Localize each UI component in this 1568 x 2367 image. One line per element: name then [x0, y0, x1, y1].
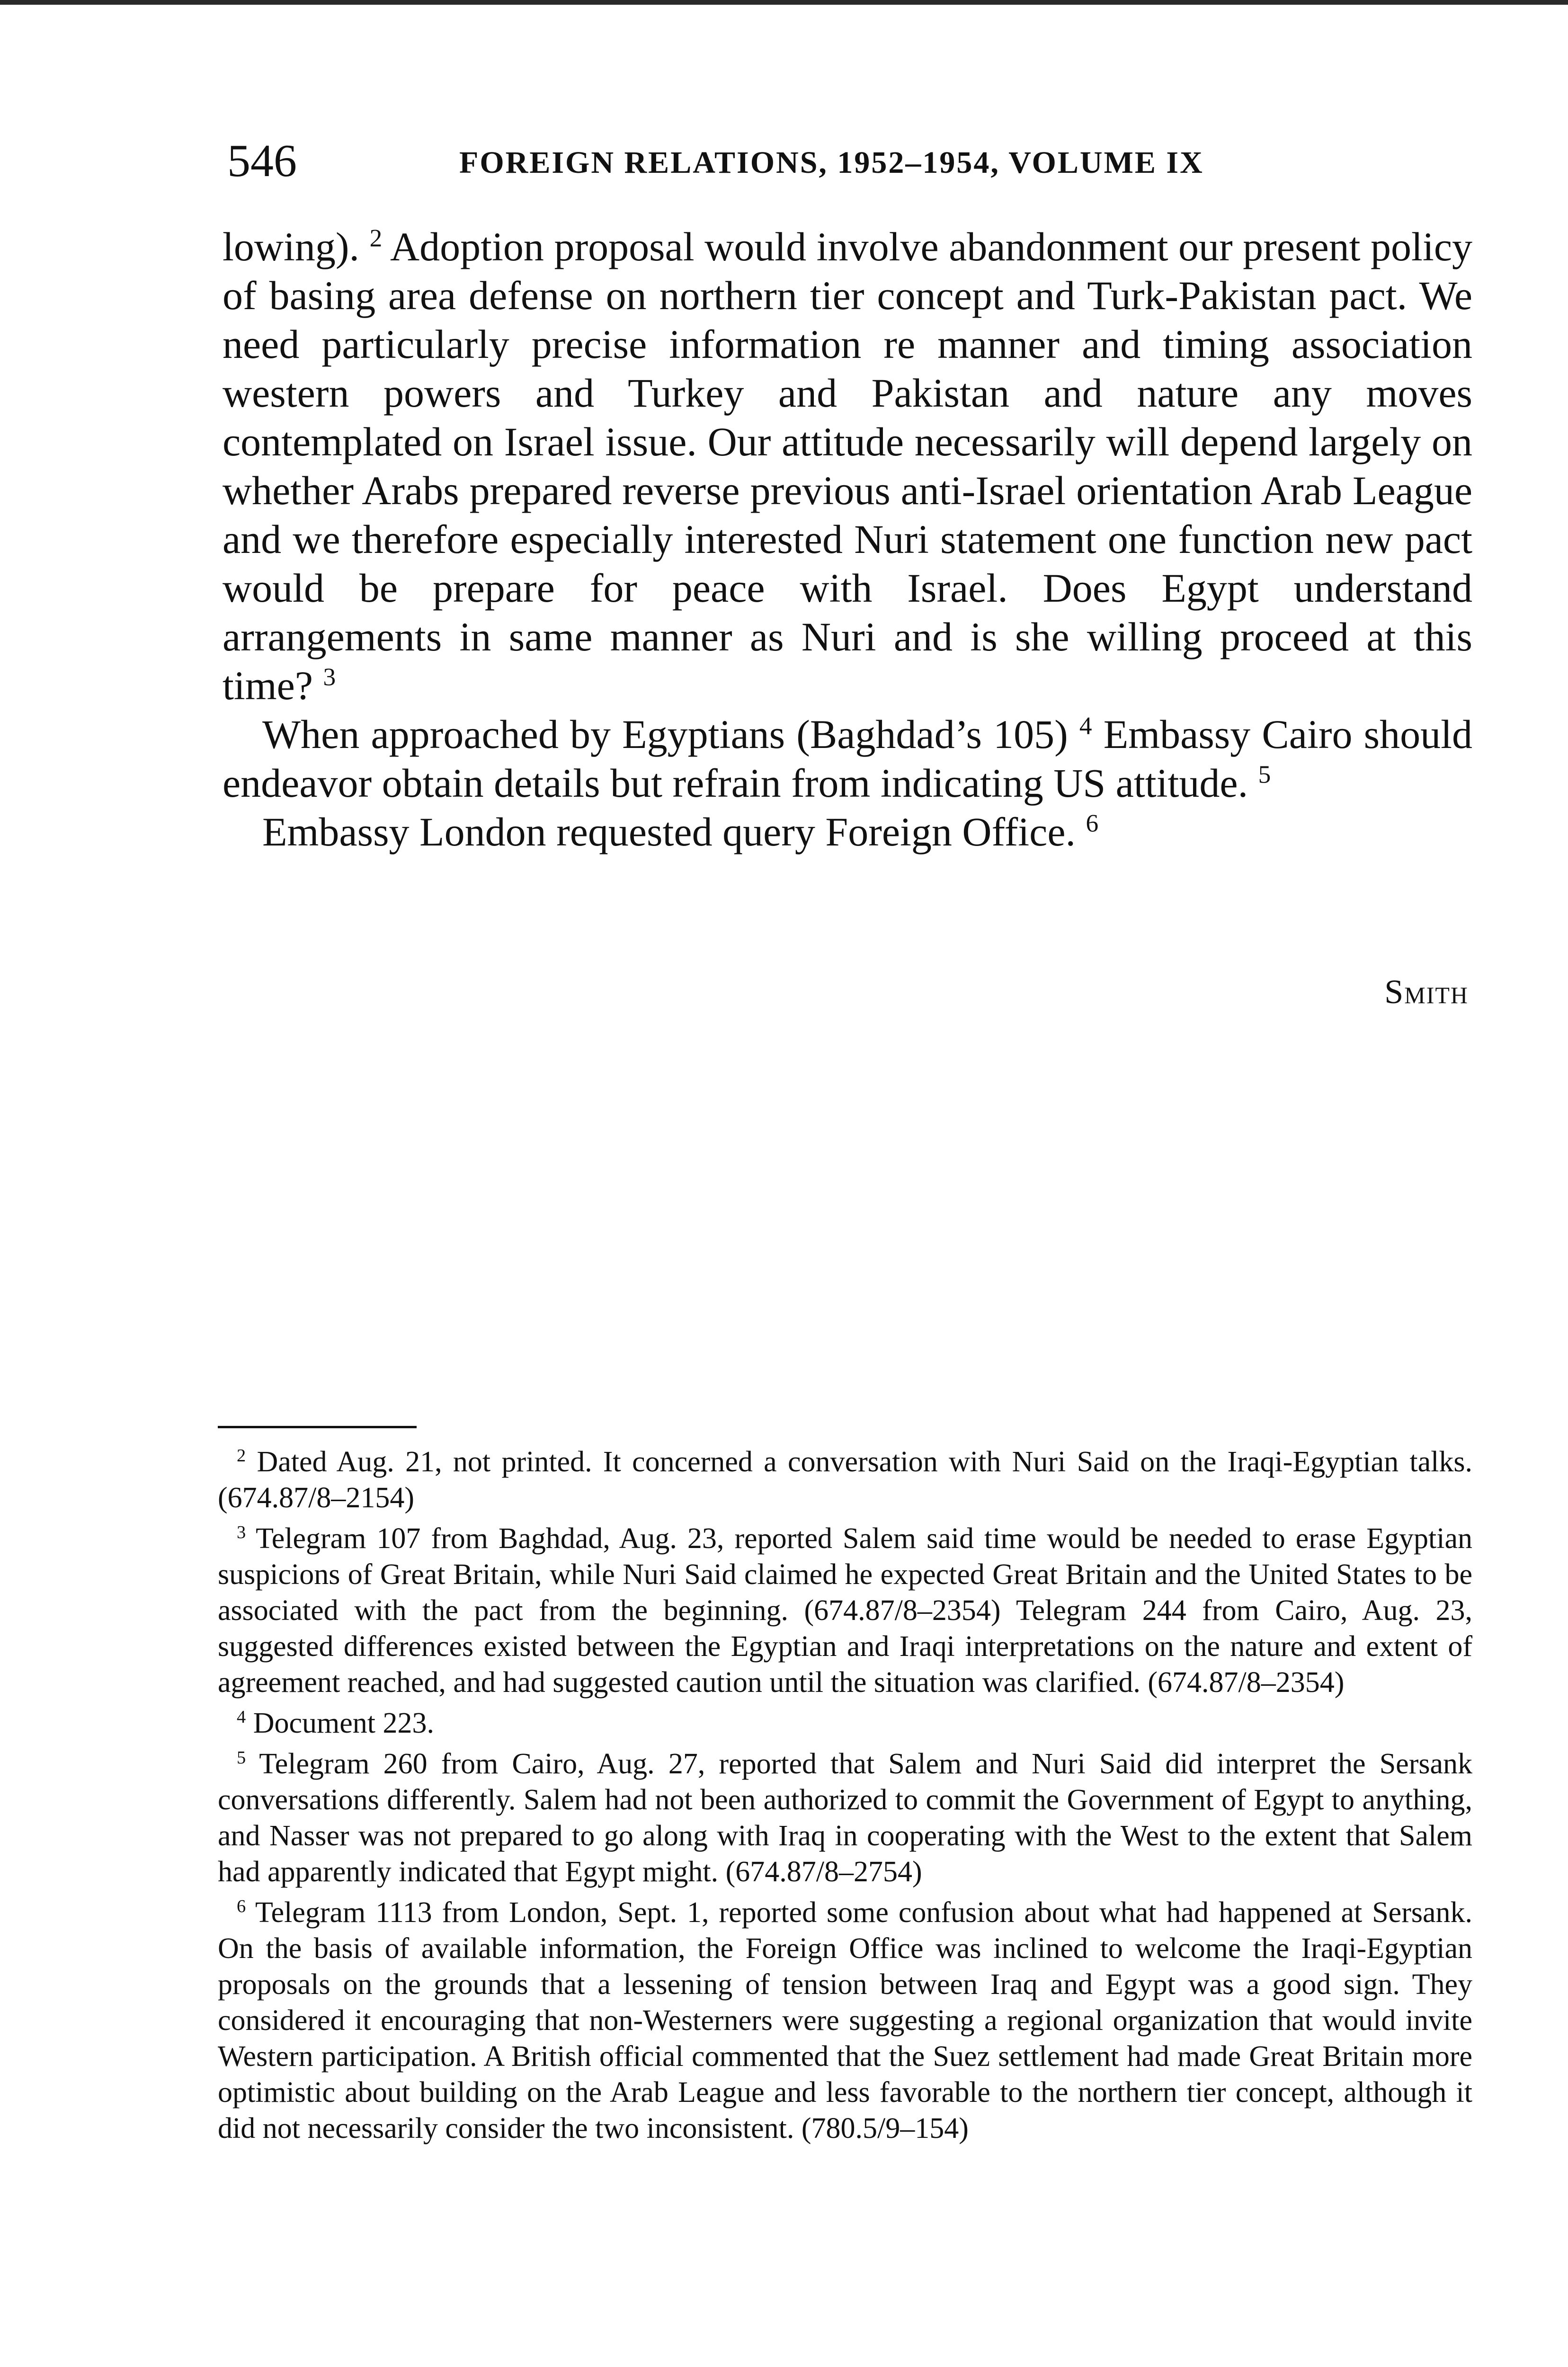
- body-paragraph-1: [223, 222, 1472, 710]
- footnote: [218, 1444, 1472, 1516]
- footnote-text: Telegram 1113 from London, Sept. 1, reported some confusion about what had happened at Sersank. On the basis of available information, the Foreign Office was inclined to welcome the Iraqi-Egyptian proposals on the grounds that a lessening of tension between Iraq and Egypt was a good sign. They considered it encouraging that non-Westerners were suggesting a regional organization that would invite Western participation. A British official commented that the Suez settlement had made Great Britain more optimistic about building on the Arab League and less favorable to the northern tier concept, although it did not necessarily consider the two inconsistent. (780.5/9–154): [218, 1896, 1472, 2145]
- paragraph-text: When approached by Egyptians (Baghdad’s 105): [262, 712, 1068, 757]
- footnote-number: 2: [237, 1445, 246, 1466]
- page-header: [227, 133, 1477, 189]
- paragraph-text: Adoption proposal would involve abandonment our present policy of basing area defense on northern tier concept and Turk-Pakistan pact. We need particularly precise information re manner and timing association western powers and Turkey and Pakistan and nature any moves contemplated on Israel issue. Our attitude necessarily will depend largely on whether Arabs prepared reverse previous anti-Israel orientation Arab League and we therefore especially interested Nuri statement one function new pact would be prepare for peace with Israel. Does Egypt understand arrangements in same manner as Nuri and is she willing proceed at this time?: [223, 224, 1472, 708]
- page-top-rule: [0, 0, 1568, 5]
- signature: Smith: [1384, 973, 1469, 1011]
- footnote: [218, 1705, 1472, 1741]
- footnote-text: Dated Aug. 21, not printed. It concerned a conversation with Nuri Said on the Iraqi-Egyptian talks. (674.87/8–2154): [218, 1446, 1472, 1514]
- footnote-number: 4: [237, 1707, 246, 1727]
- footnotes: [218, 1444, 1472, 2151]
- body-paragraph-2: [223, 710, 1472, 808]
- footnote: [218, 1521, 1472, 1700]
- footnote-divider: [218, 1426, 417, 1428]
- paragraph-text: Embassy London requested query Foreign Office.: [262, 809, 1076, 854]
- running-title: FOREIGN RELATIONS, 1952–1954, VOLUME IX: [459, 145, 1204, 180]
- page-number: 546: [227, 135, 297, 187]
- footnote-number: 3: [237, 1522, 246, 1542]
- footnote-ref: 4: [1079, 711, 1092, 740]
- footnote-text: Telegram 107 from Baghdad, Aug. 23, reported Salem said time would be needed to erase Egyptian suspicions of Great Britain, while Nuri Said claimed he expected Great Britain and the United States to be associated with the pact from the beginning. (674.87/8–2354) Telegram 244 from Cairo, Aug. 23, suggested differences existed between the Egyptian and Iraqi interpretations on the nature and extent of agreement reached, and had suggested caution until the situation was clarified. (674.87/8–2354): [218, 1522, 1472, 1699]
- footnote-number: 5: [237, 1747, 246, 1768]
- body-text: [223, 222, 1472, 856]
- footnote-text: Telegram 260 from Cairo, Aug. 27, reported that Salem and Nuri Said did interpret the Sersank conversations differently. Salem had not been authorized to commit the Government of Egypt to anything, and Nasser was not prepared to go along with Iraq in cooperating with the West to the extent that Salem had apparently indicated that Egypt might. (674.87/8–2754): [218, 1748, 1472, 1888]
- footnote-number: 6: [237, 1896, 246, 1916]
- footnote: [218, 1895, 1472, 2146]
- footnote-ref: 6: [1086, 809, 1099, 837]
- body-paragraph-3: [223, 808, 1472, 856]
- footnote-text: Document 223.: [246, 1707, 434, 1739]
- footnote-ref: 5: [1258, 760, 1271, 789]
- paragraph-text: lowing).: [223, 224, 360, 269]
- paragraph-text: Embassy Cairo should endeavor obtain details but refrain from indicating US attitude.: [223, 712, 1472, 806]
- footnote-ref: 3: [323, 662, 336, 691]
- footnote-ref: 2: [369, 223, 383, 252]
- footnote: [218, 1746, 1472, 1890]
